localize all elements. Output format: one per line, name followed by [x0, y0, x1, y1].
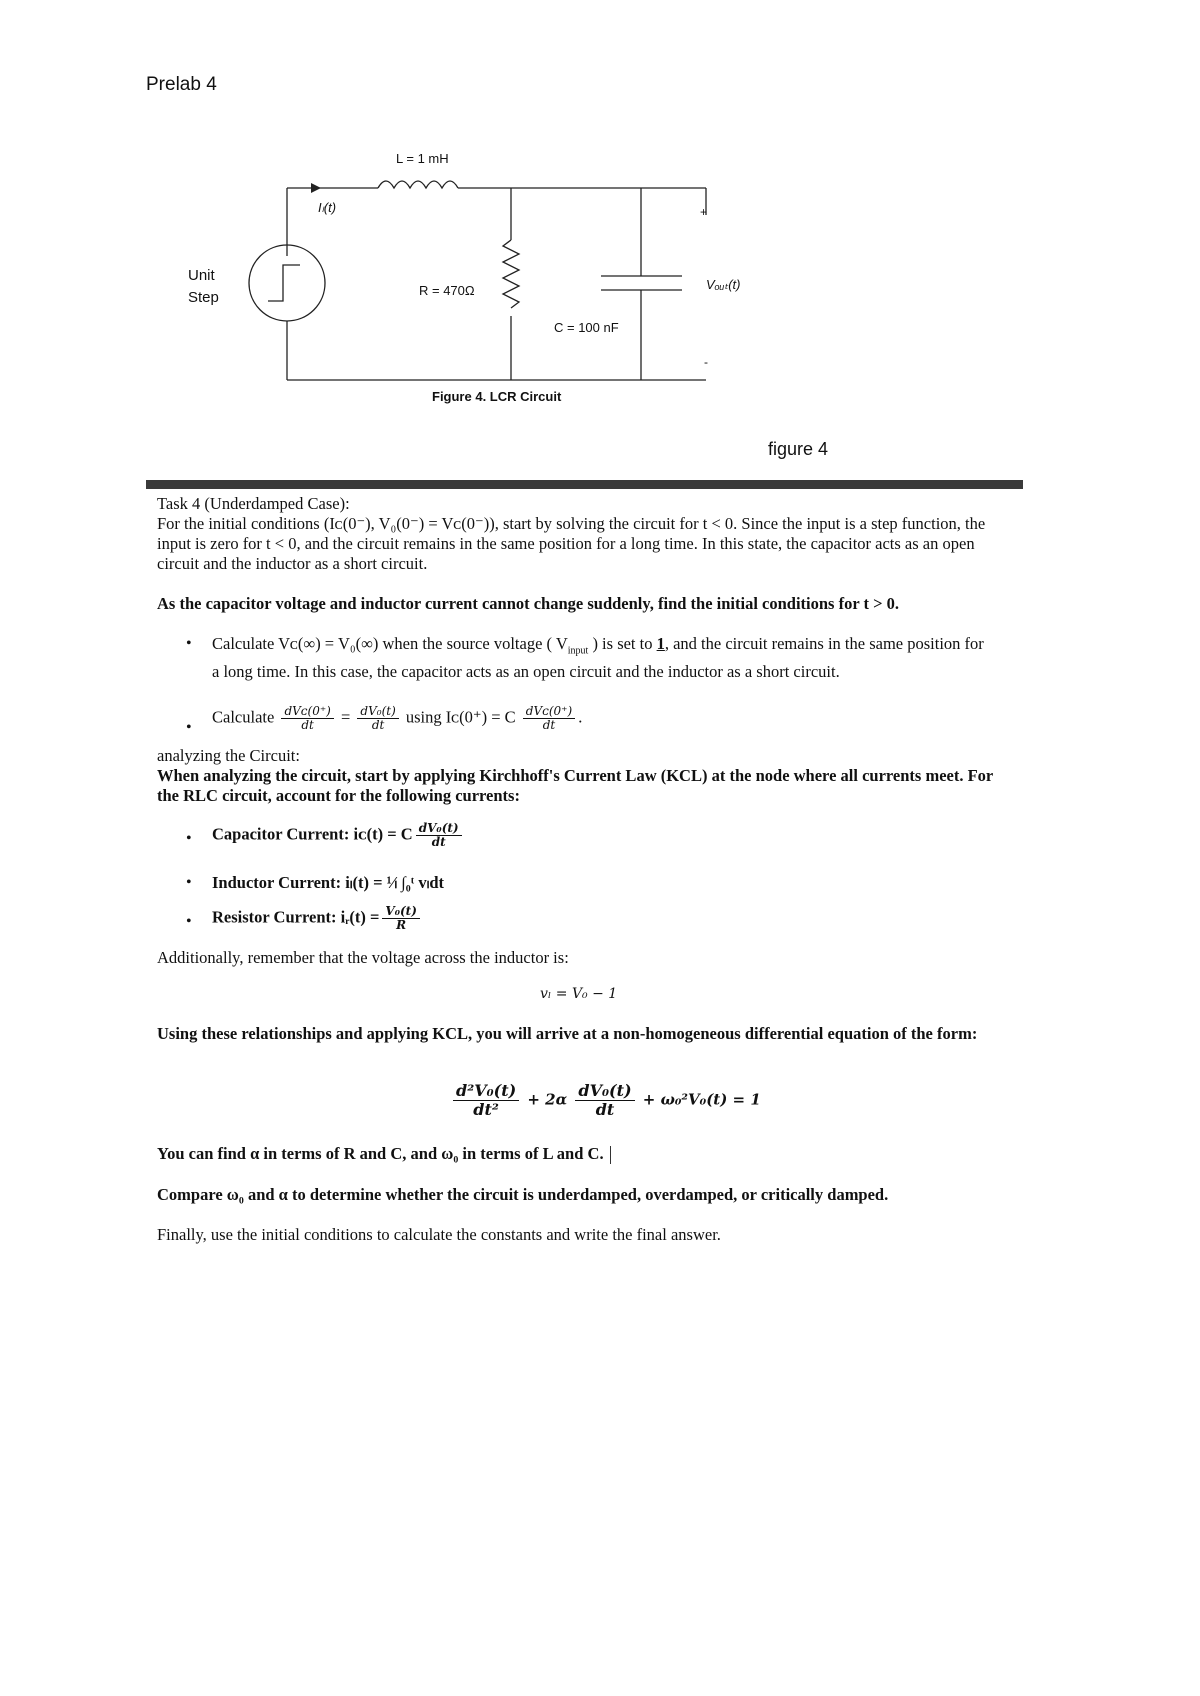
additionally-text: Additionally, remember that the voltage across the inductor is:: [157, 948, 569, 967]
analyzing-text: When analyzing the circuit, start by applying Kirchhoff's Current Law (KCL) at the node where all currents meet. For the RLC circuit, account for the following currents:: [157, 766, 993, 805]
minus-terminal: -: [704, 355, 708, 369]
bullet-inductor-current: • Inductor Current: iₗ(t) = ¹⁄ₗ ∫₀ᵗ vₗdt: [186, 873, 444, 892]
task-heading: Task 4 (Underdamped Case):: [157, 494, 350, 513]
inductor-label: L = 1 mH: [396, 151, 449, 166]
current-arrow-icon: [311, 183, 321, 193]
bullet-resistor-current: • Resistor Current: iᵣ(t) = $\frac{\text{V₀(t)}}{R}$: [186, 905, 986, 932]
current-label: Iₗ(t): [318, 200, 337, 215]
bullet-derivative: • Calculate $\frac{\text{dVᴄ(0⁺)}}{dt}$ = $\frac{\text{dV₀(t)}}{dt}$ using Iᴄ(0⁺) = C $\frac{\text{dVᴄ(0⁺)}}{dt}$ .: [186, 704, 583, 736]
vl-equation: vₗ = V₀ − 1: [540, 986, 618, 1002]
vout-label: Vₒᵤₜ(t): [706, 277, 741, 292]
bullet-dot: •: [186, 874, 192, 891]
plus-terminal: +: [700, 205, 708, 219]
inductor-symbol: [378, 181, 458, 188]
figure-tag: figure 4: [768, 439, 829, 459]
resistor-label: R = 470Ω: [419, 283, 475, 298]
section-divider: [146, 480, 1023, 489]
differential-equation: $\frac{\text{d²V₀(t)}}{\text{dt²}}$ + 2α $\frac{\text{dV₀(t)}}{dt}$ + ω₀²V₀(t) = 1: [450, 1082, 761, 1119]
figure-caption: Figure 4. LCR Circuit: [432, 389, 562, 404]
find-alpha-text: You can find α in terms of R and C, and ω₀ in terms of L and C.: [157, 1144, 1017, 1164]
source-label-unit: Unit: [188, 267, 215, 284]
lcr-circuit-diagram: [0, 0, 1200, 420]
capacitor-label: C = 100 nF: [554, 320, 619, 335]
step-source-symbol: [249, 245, 325, 321]
page-title: Prelab 4: [146, 74, 217, 95]
bullet-steady-state: • Calculate Vᴄ(∞) = V₀(∞) when the source voltage ( $V_{input}$ ) is set to 1, and the circuit remains in the same position for a long time. In this case, the capacitor acts as an open circuit and the inductor as a short circuit.: [186, 634, 984, 682]
bullet-dot: •: [186, 635, 192, 652]
resistor-symbol: [503, 240, 519, 308]
finally-text: Finally, use the initial conditions to calculate the constants and write the final answer.: [157, 1225, 721, 1244]
bullet-dot: •: [186, 719, 192, 736]
compare-text: Compare ω₀ and α to determine whether the circuit is underdamped, overdamped, or critically damped.: [157, 1185, 889, 1204]
bullet-capacitor-current: • Capacitor Current: iᴄ(t) = C $\frac{\text{dV₀(t)}}{dt}$: [186, 822, 986, 849]
source-label-step: Step: [188, 289, 219, 306]
task-intro: For the initial conditions (Iᴄ(0⁻), V₀(0⁻) = Vᴄ(0⁻)), start by solving the circuit for t < 0. Since the input is a step function, the input is zero for t < 0, and the circuit remains in the same position for a long time. In this state, the capacitor acts as an open circuit and the inductor as a short circuit.: [157, 514, 986, 573]
bullet-dot: •: [186, 830, 192, 847]
initial-conditions-text: As the capacitor voltage and inductor current cannot change suddenly, find the initial conditions for t > 0.: [157, 594, 900, 613]
analyzing-heading: analyzing the Circuit:: [157, 746, 300, 765]
using-text: Using these relationships and applying KCL, you will arrive at a non-homogeneous differential equation of the form:: [157, 1024, 978, 1043]
bullet-dot: •: [186, 913, 192, 930]
text-cursor: [610, 1146, 611, 1164]
